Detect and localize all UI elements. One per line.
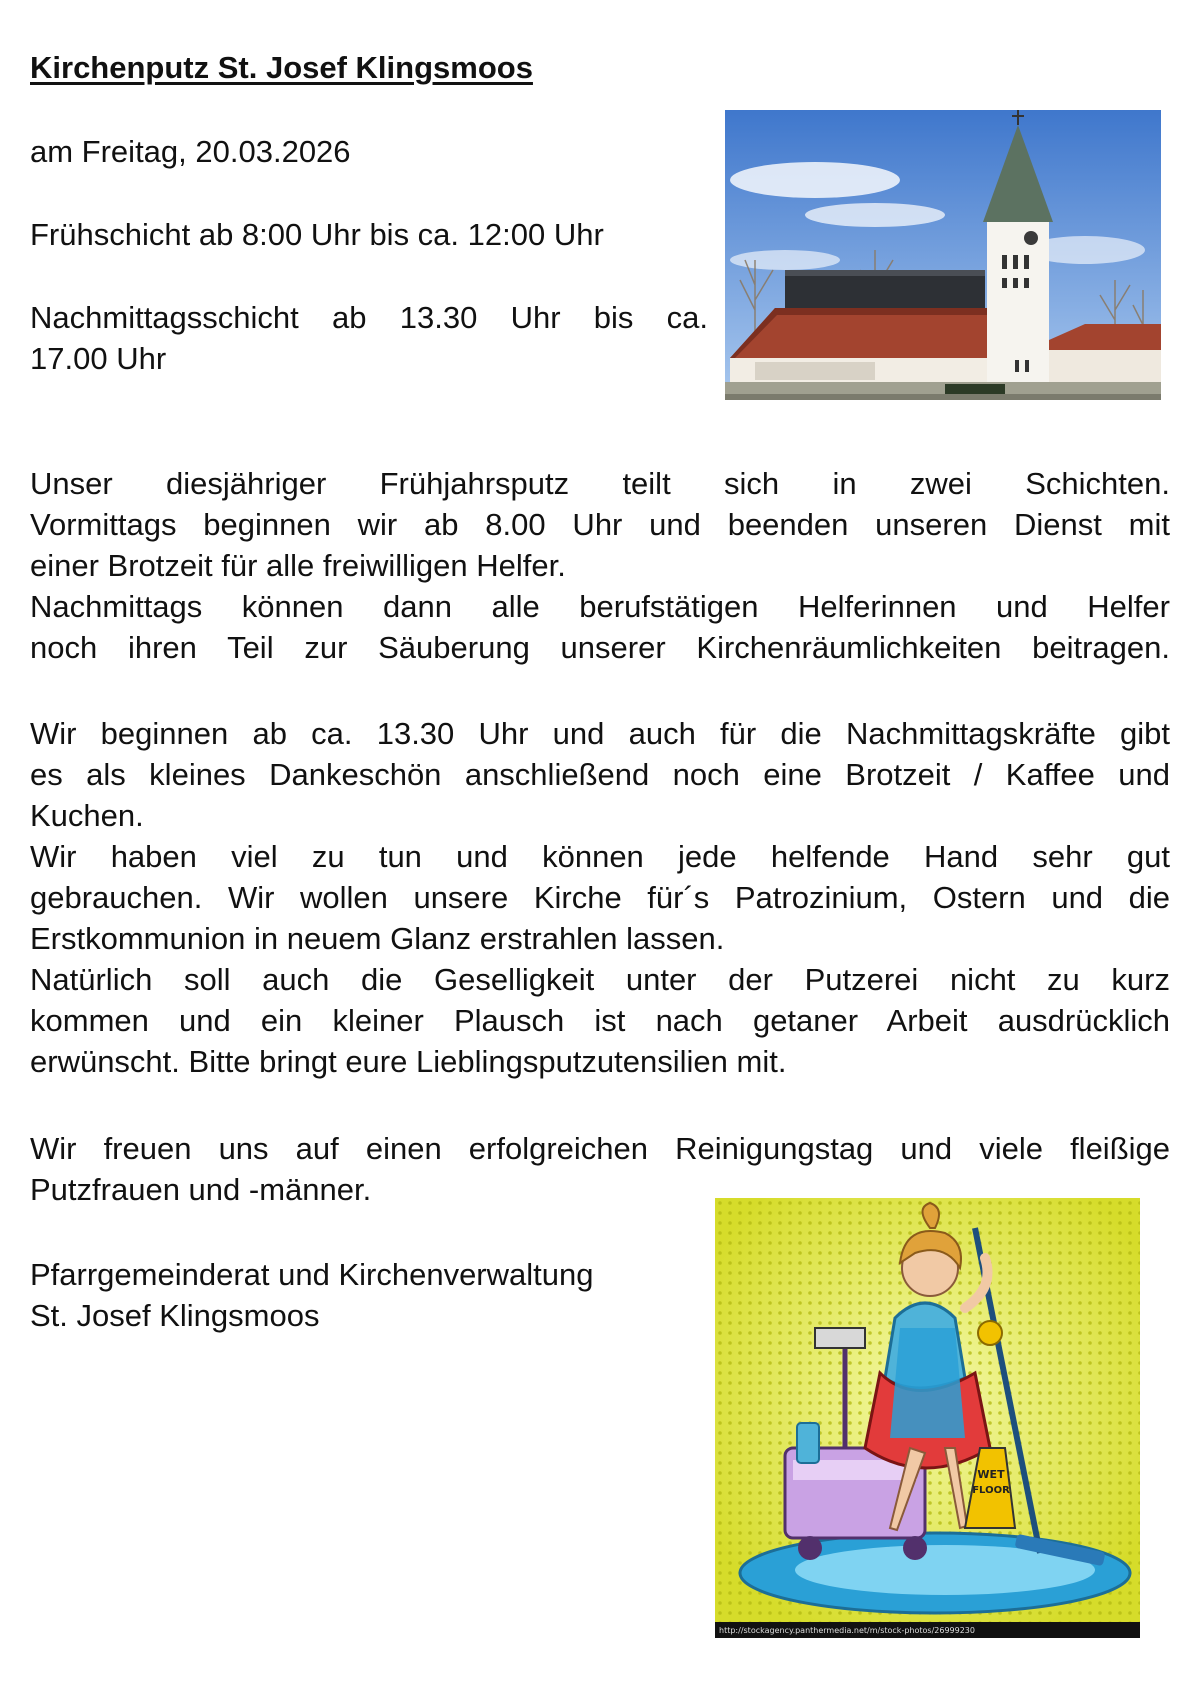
body-line: Natürlich soll auch die Geselligkeit unter der Putzerei nicht zu kurz xyxy=(30,962,1170,997)
body-line: es als kleines Dankeschön anschließend noch eine Brotzeit / Kaffee und xyxy=(30,757,1170,792)
afternoon-shift-end: 17.00 Uhr xyxy=(30,341,167,376)
church-photo-icon xyxy=(725,110,1161,400)
body-line: kommen und ein kleiner Plausch ist nach getaner Arbeit ausdrücklich xyxy=(30,1003,1170,1038)
paragraph-details xyxy=(30,713,1170,1082)
wet-floor-sign-text: FLOOR xyxy=(972,1485,1010,1496)
body-line: noch ihren Teil zur Säuberung unserer Kirchenräumlichkeiten beitragen. xyxy=(30,630,1170,665)
body-line: Putzfrauen und -männer. xyxy=(30,1172,372,1207)
wet-floor-sign-text: WET xyxy=(977,1468,1005,1481)
body-line: Kuchen. xyxy=(30,798,144,833)
body-line: Wir beginnen ab ca. 13.30 Uhr und auch für die Nachmittagskräfte gibt xyxy=(30,716,1170,751)
signature-line: St. Josef Klingsmoos xyxy=(30,1298,320,1333)
body-line: Erstkommunion in neuem Glanz erstrahlen lassen. xyxy=(30,921,725,956)
event-date: am Freitag, 20.03.2026 xyxy=(30,134,351,169)
body-line: Vormittags beginnen wir ab 8.00 Uhr und beenden unseren Dienst mit xyxy=(30,507,1170,542)
image-credit: http://stockagency.panthermedia.net/m/stock-photos/26999230 xyxy=(719,1626,975,1635)
early-shift-time: Frühschicht ab 8:00 Uhr bis ca. 12:00 Uhr xyxy=(30,217,604,252)
signature-line: Pfarrgemeinderat und Kirchenverwaltung xyxy=(30,1257,594,1292)
church-photo xyxy=(725,110,1161,400)
body-line: erwünscht. Bitte bringt eure Lieblingsputzutensilien mit. xyxy=(30,1044,787,1079)
body-line: Nachmittags können dann alle berufstätigen Helferinnen und Helfer xyxy=(30,589,1170,624)
body-line: einer Brotzeit für alle freiwilligen Helfer. xyxy=(30,548,566,583)
body-line: Unser diesjähriger Frühjahrsputz teilt sich in zwei Schichten. xyxy=(30,466,1170,501)
page-title: Kirchenputz St. Josef Klingsmoos xyxy=(30,50,533,85)
cleaning-illustration xyxy=(715,1198,1140,1638)
body-line: Wir freuen uns auf einen erfolgreichen Reinigungstag und viele fleißige xyxy=(30,1131,1170,1166)
body-line: gebrauchen. Wir wollen unsere Kirche für´s Patrozinium, Ostern und die xyxy=(30,880,1170,915)
afternoon-shift-time: Nachmittagsschicht ab 13.30 Uhr bis ca. xyxy=(30,300,708,335)
cleaning-lady-illustration-icon xyxy=(715,1198,1140,1638)
body-line: Wir haben viel zu tun und können jede helfende Hand sehr gut xyxy=(30,839,1170,874)
paragraph-shifts xyxy=(30,463,1170,668)
